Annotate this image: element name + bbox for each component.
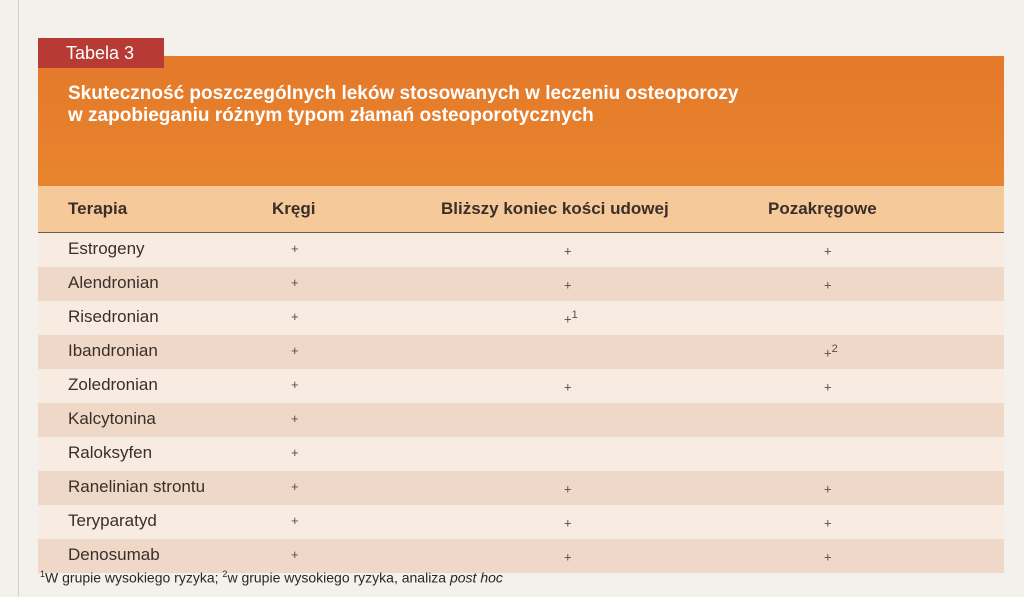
cell-udo-value: + bbox=[564, 243, 572, 259]
cell-udo-value: + bbox=[564, 515, 572, 531]
header-kregi: Kręgi bbox=[272, 199, 316, 218]
table-row bbox=[38, 437, 1004, 471]
table-header bbox=[38, 186, 1004, 233]
cell-pozakregowe-value: + bbox=[824, 277, 832, 293]
cell-udo-value: + bbox=[564, 311, 572, 327]
cell-udo-value: + bbox=[564, 379, 572, 395]
table-row bbox=[38, 471, 1004, 505]
row-therapy-name: Kalcytonina bbox=[68, 409, 156, 428]
cell-kregi-value: + bbox=[291, 479, 299, 494]
cell-kregi-value: + bbox=[291, 513, 299, 528]
cell-kregi bbox=[291, 343, 299, 358]
cell-pozakregowe bbox=[824, 343, 838, 360]
footnote-text-1: W grupie wysokiego ryzyka; bbox=[45, 569, 223, 586]
cell-udo-value: + bbox=[564, 277, 572, 293]
table-row bbox=[38, 369, 1004, 403]
cell-kregi-value: + bbox=[291, 241, 299, 256]
cell-kregi-value: + bbox=[291, 309, 299, 324]
cell-kregi bbox=[291, 547, 299, 562]
table-row bbox=[38, 505, 1004, 539]
cell-udo bbox=[564, 547, 572, 564]
row-therapy-name: Ranelinian strontu bbox=[68, 477, 206, 496]
cell-udo bbox=[564, 241, 572, 258]
cell-pozakregowe-value: + bbox=[824, 549, 832, 565]
cell-pozakregowe-footnote-ref: 2 bbox=[831, 343, 838, 355]
cell-pozakregowe-value: + bbox=[824, 515, 832, 531]
cell-pozakregowe bbox=[824, 479, 832, 496]
table-footnote bbox=[40, 569, 503, 586]
table-row bbox=[38, 233, 1004, 267]
cell-pozakregowe-value: + bbox=[824, 379, 832, 395]
table-row bbox=[38, 335, 1004, 369]
cell-kregi-value: + bbox=[291, 377, 299, 392]
cell-kregi-value: + bbox=[291, 547, 299, 562]
table-row bbox=[38, 403, 1004, 437]
row-therapy-name: Estrogeny bbox=[68, 239, 145, 258]
row-therapy-name: Raloksyfen bbox=[68, 443, 153, 462]
table-title-line-2: w zapobieganiu różnym typom złamań osteoporotycznych bbox=[68, 105, 594, 126]
table-body bbox=[38, 233, 1004, 565]
cell-pozakregowe-value: + bbox=[824, 481, 832, 497]
cell-udo-footnote-ref: 1 bbox=[571, 309, 578, 321]
cell-kregi bbox=[291, 241, 299, 256]
cell-pozakregowe bbox=[824, 241, 832, 258]
cell-kregi-value: + bbox=[291, 411, 299, 426]
cell-kregi bbox=[291, 445, 299, 460]
header-udo: Bliższy koniec kości udowej bbox=[441, 199, 669, 218]
cell-pozakregowe-value: + bbox=[824, 243, 832, 259]
cell-udo bbox=[564, 479, 572, 496]
table-title-line-1: Skuteczność poszczególnych leków stosowanych w leczeniu osteoporozy bbox=[68, 83, 739, 104]
row-therapy-name: Risedronian bbox=[68, 307, 159, 326]
cell-kregi bbox=[291, 275, 299, 290]
header-pozakregowe: Pozakręgowe bbox=[768, 199, 877, 218]
cell-kregi-value: + bbox=[291, 275, 299, 290]
header-terapia: Terapia bbox=[68, 199, 128, 218]
row-therapy-name: Zoledronian bbox=[68, 375, 158, 394]
cell-udo bbox=[564, 377, 572, 394]
cell-pozakregowe-value: + bbox=[824, 345, 832, 361]
table-row bbox=[38, 301, 1004, 335]
row-therapy-name: Denosumab bbox=[68, 545, 160, 564]
row-therapy-name: Ibandronian bbox=[68, 341, 158, 360]
table-row bbox=[38, 267, 1004, 301]
row-therapy-name: Alendronian bbox=[68, 273, 159, 292]
cell-kregi bbox=[291, 479, 299, 494]
cell-kregi bbox=[291, 309, 299, 324]
table-title bbox=[68, 83, 984, 127]
cell-kregi bbox=[291, 377, 299, 392]
table-row bbox=[38, 539, 1004, 573]
footnote-marker-2: 2 bbox=[222, 569, 228, 579]
footnote-italic: post hoc bbox=[449, 569, 503, 586]
table-tag: Tabela 3 bbox=[38, 38, 164, 68]
cell-udo bbox=[564, 513, 572, 530]
footnote-marker-1: 1 bbox=[40, 569, 46, 579]
footnote-text-2: w grupie wysokiego ryzyka, analiza bbox=[227, 569, 450, 586]
row-therapy-name: Teryparatyd bbox=[68, 511, 157, 530]
cell-pozakregowe bbox=[824, 513, 832, 530]
cell-udo bbox=[564, 309, 578, 326]
cell-udo-value: + bbox=[564, 549, 572, 565]
page-margin-rule bbox=[18, 0, 19, 597]
cell-udo bbox=[564, 275, 572, 292]
cell-kregi bbox=[291, 411, 299, 426]
cell-kregi-value: + bbox=[291, 343, 299, 358]
cell-pozakregowe bbox=[824, 275, 832, 292]
cell-udo-value: + bbox=[564, 481, 572, 497]
title-band-top bbox=[164, 56, 1004, 68]
cell-pozakregowe bbox=[824, 377, 832, 394]
title-band bbox=[38, 68, 1004, 186]
cell-pozakregowe bbox=[824, 547, 832, 564]
cell-kregi-value: + bbox=[291, 445, 299, 460]
cell-kregi bbox=[291, 513, 299, 528]
